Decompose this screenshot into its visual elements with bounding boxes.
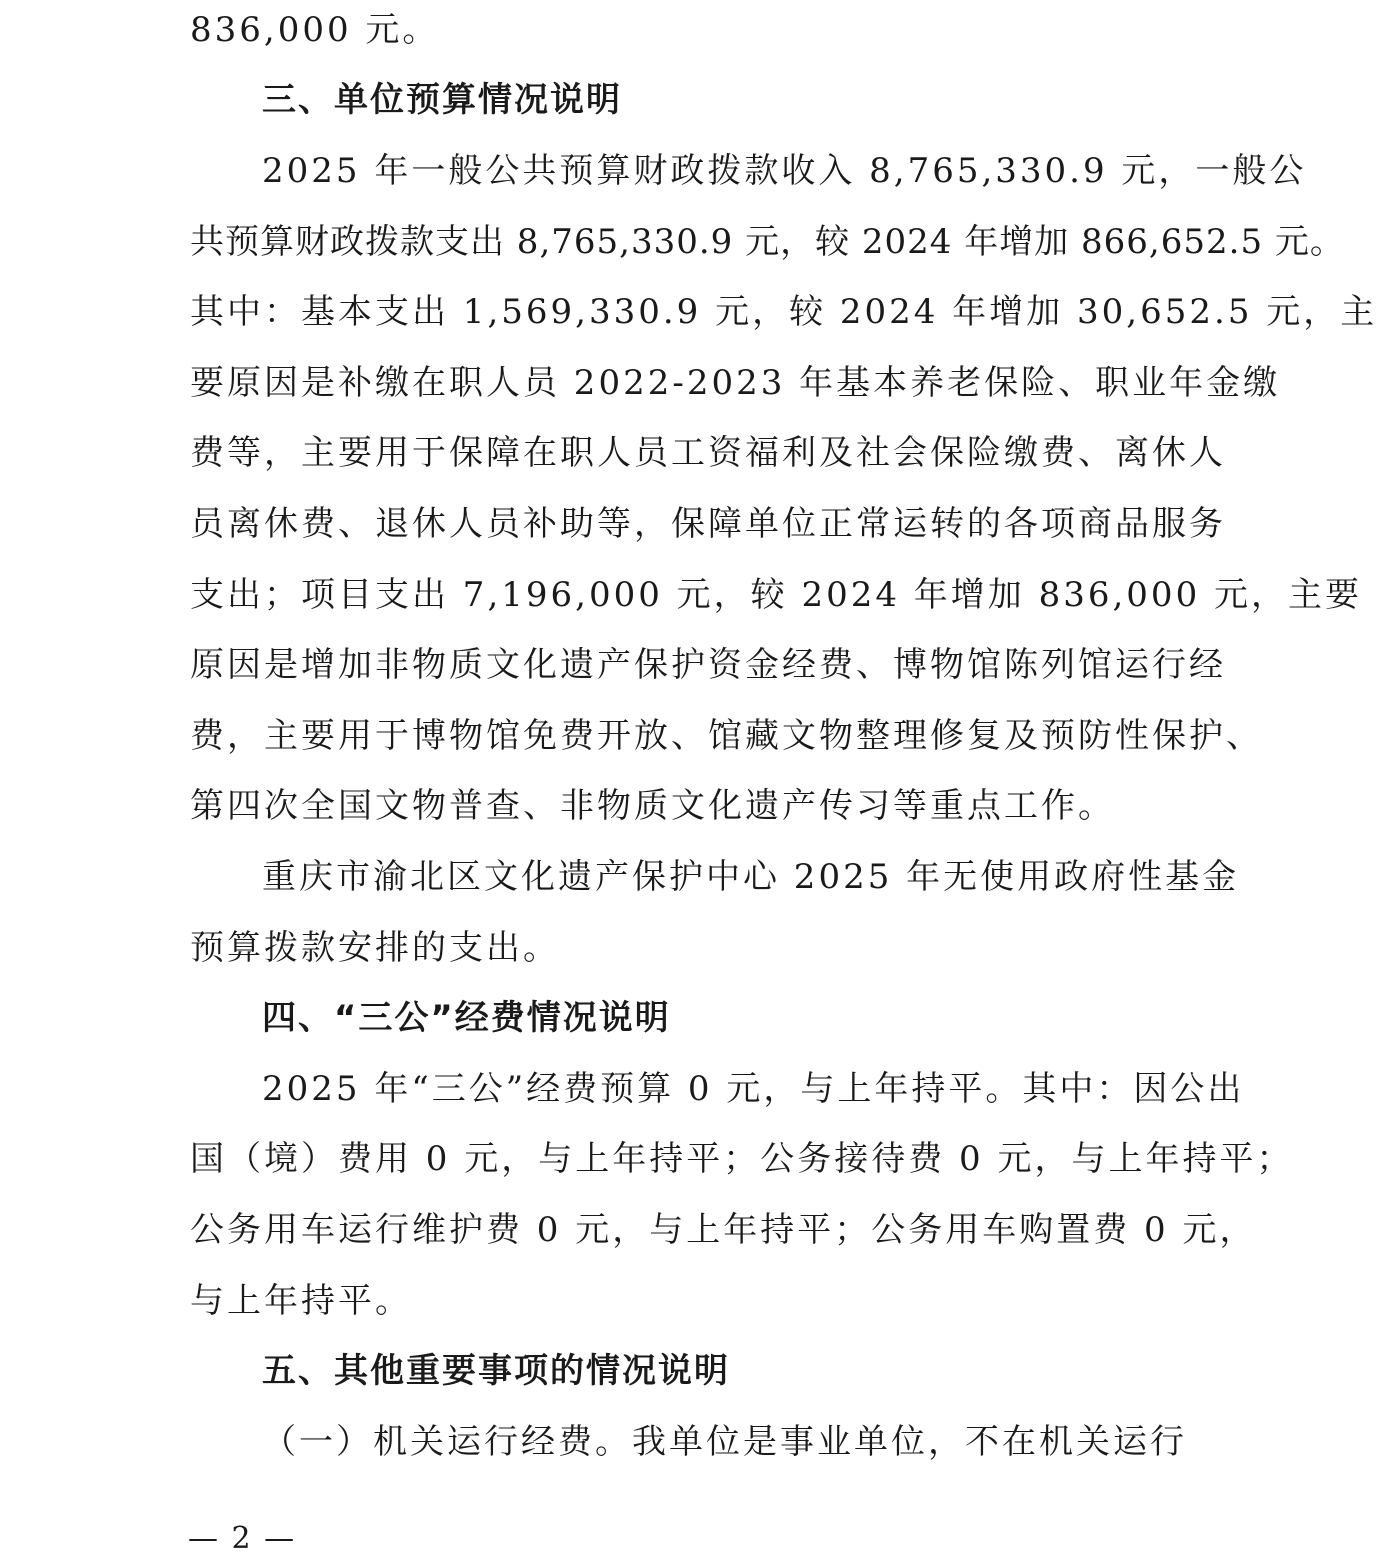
section-heading-5: 五、其他重要事项的情况说明 bbox=[262, 1351, 730, 1391]
section-heading-3: 三、单位预算情况说明 bbox=[262, 80, 622, 120]
text-line: 原因是增加非物质文化遗产保护资金经费、博物馆陈列馆运行经 bbox=[190, 645, 1226, 685]
text-line: 费，主要用于博物馆免费开放、馆藏文物整理修复及预防性保护、 bbox=[190, 716, 1263, 756]
text-line: 公务用车运行维护费 0 元，与上年持平；公务用车购置费 0 元， bbox=[190, 1210, 1257, 1250]
page-number: — 2 — bbox=[188, 1521, 297, 1556]
text-line: 2025 年“三公”经费预算 0 元，与上年持平。其中：因公出 bbox=[262, 1069, 1245, 1109]
text-line: 预算拨款安排的支出。 bbox=[190, 928, 560, 968]
text-line: 共预算财政拨款支出 8,765,330.9 元，较 2024 年增加 866,652.5 元。 bbox=[190, 222, 1345, 262]
text-line: 支出；项目支出 7,196,000 元，较 2024 年增加 836,000 元，主要 bbox=[190, 575, 1363, 615]
text-line: 要原因是补缴在职人员 2022-2023 年基本养老保险、职业年金缴 bbox=[190, 363, 1281, 403]
text-line: 2025 年一般公共预算财政拨款收入 8,765,330.9 元，一般公 bbox=[262, 151, 1307, 191]
text-line: 重庆市渝北区文化遗产保护中心 2025 年无使用政府性基金 bbox=[262, 857, 1240, 897]
text-line: 费等，主要用于保障在职人员工资福利及社会保险缴费、离休人 bbox=[190, 433, 1226, 473]
text-line: 国（境）费用 0 元，与上年持平；公务接待费 0 元，与上年持平； bbox=[190, 1139, 1294, 1179]
section-heading-4: 四、“三公”经费情况说明 bbox=[262, 998, 671, 1038]
text-line: （一）机关运行经费。我单位是事业单位，不在机关运行 bbox=[262, 1422, 1187, 1462]
text-line: 其中：基本支出 1,569,330.9 元，较 2024 年增加 30,652.5 元，主 bbox=[190, 292, 1378, 332]
text-line: 员离休费、退休人员补助等，保障单位正常运转的各项商品服务 bbox=[190, 504, 1226, 544]
text-line: 与上年持平。 bbox=[190, 1281, 412, 1321]
text-line: 第四次全国文物普查、非物质文化遗产传习等重点工作。 bbox=[190, 786, 1115, 826]
text-line: 836,000 元。 bbox=[190, 10, 440, 50]
